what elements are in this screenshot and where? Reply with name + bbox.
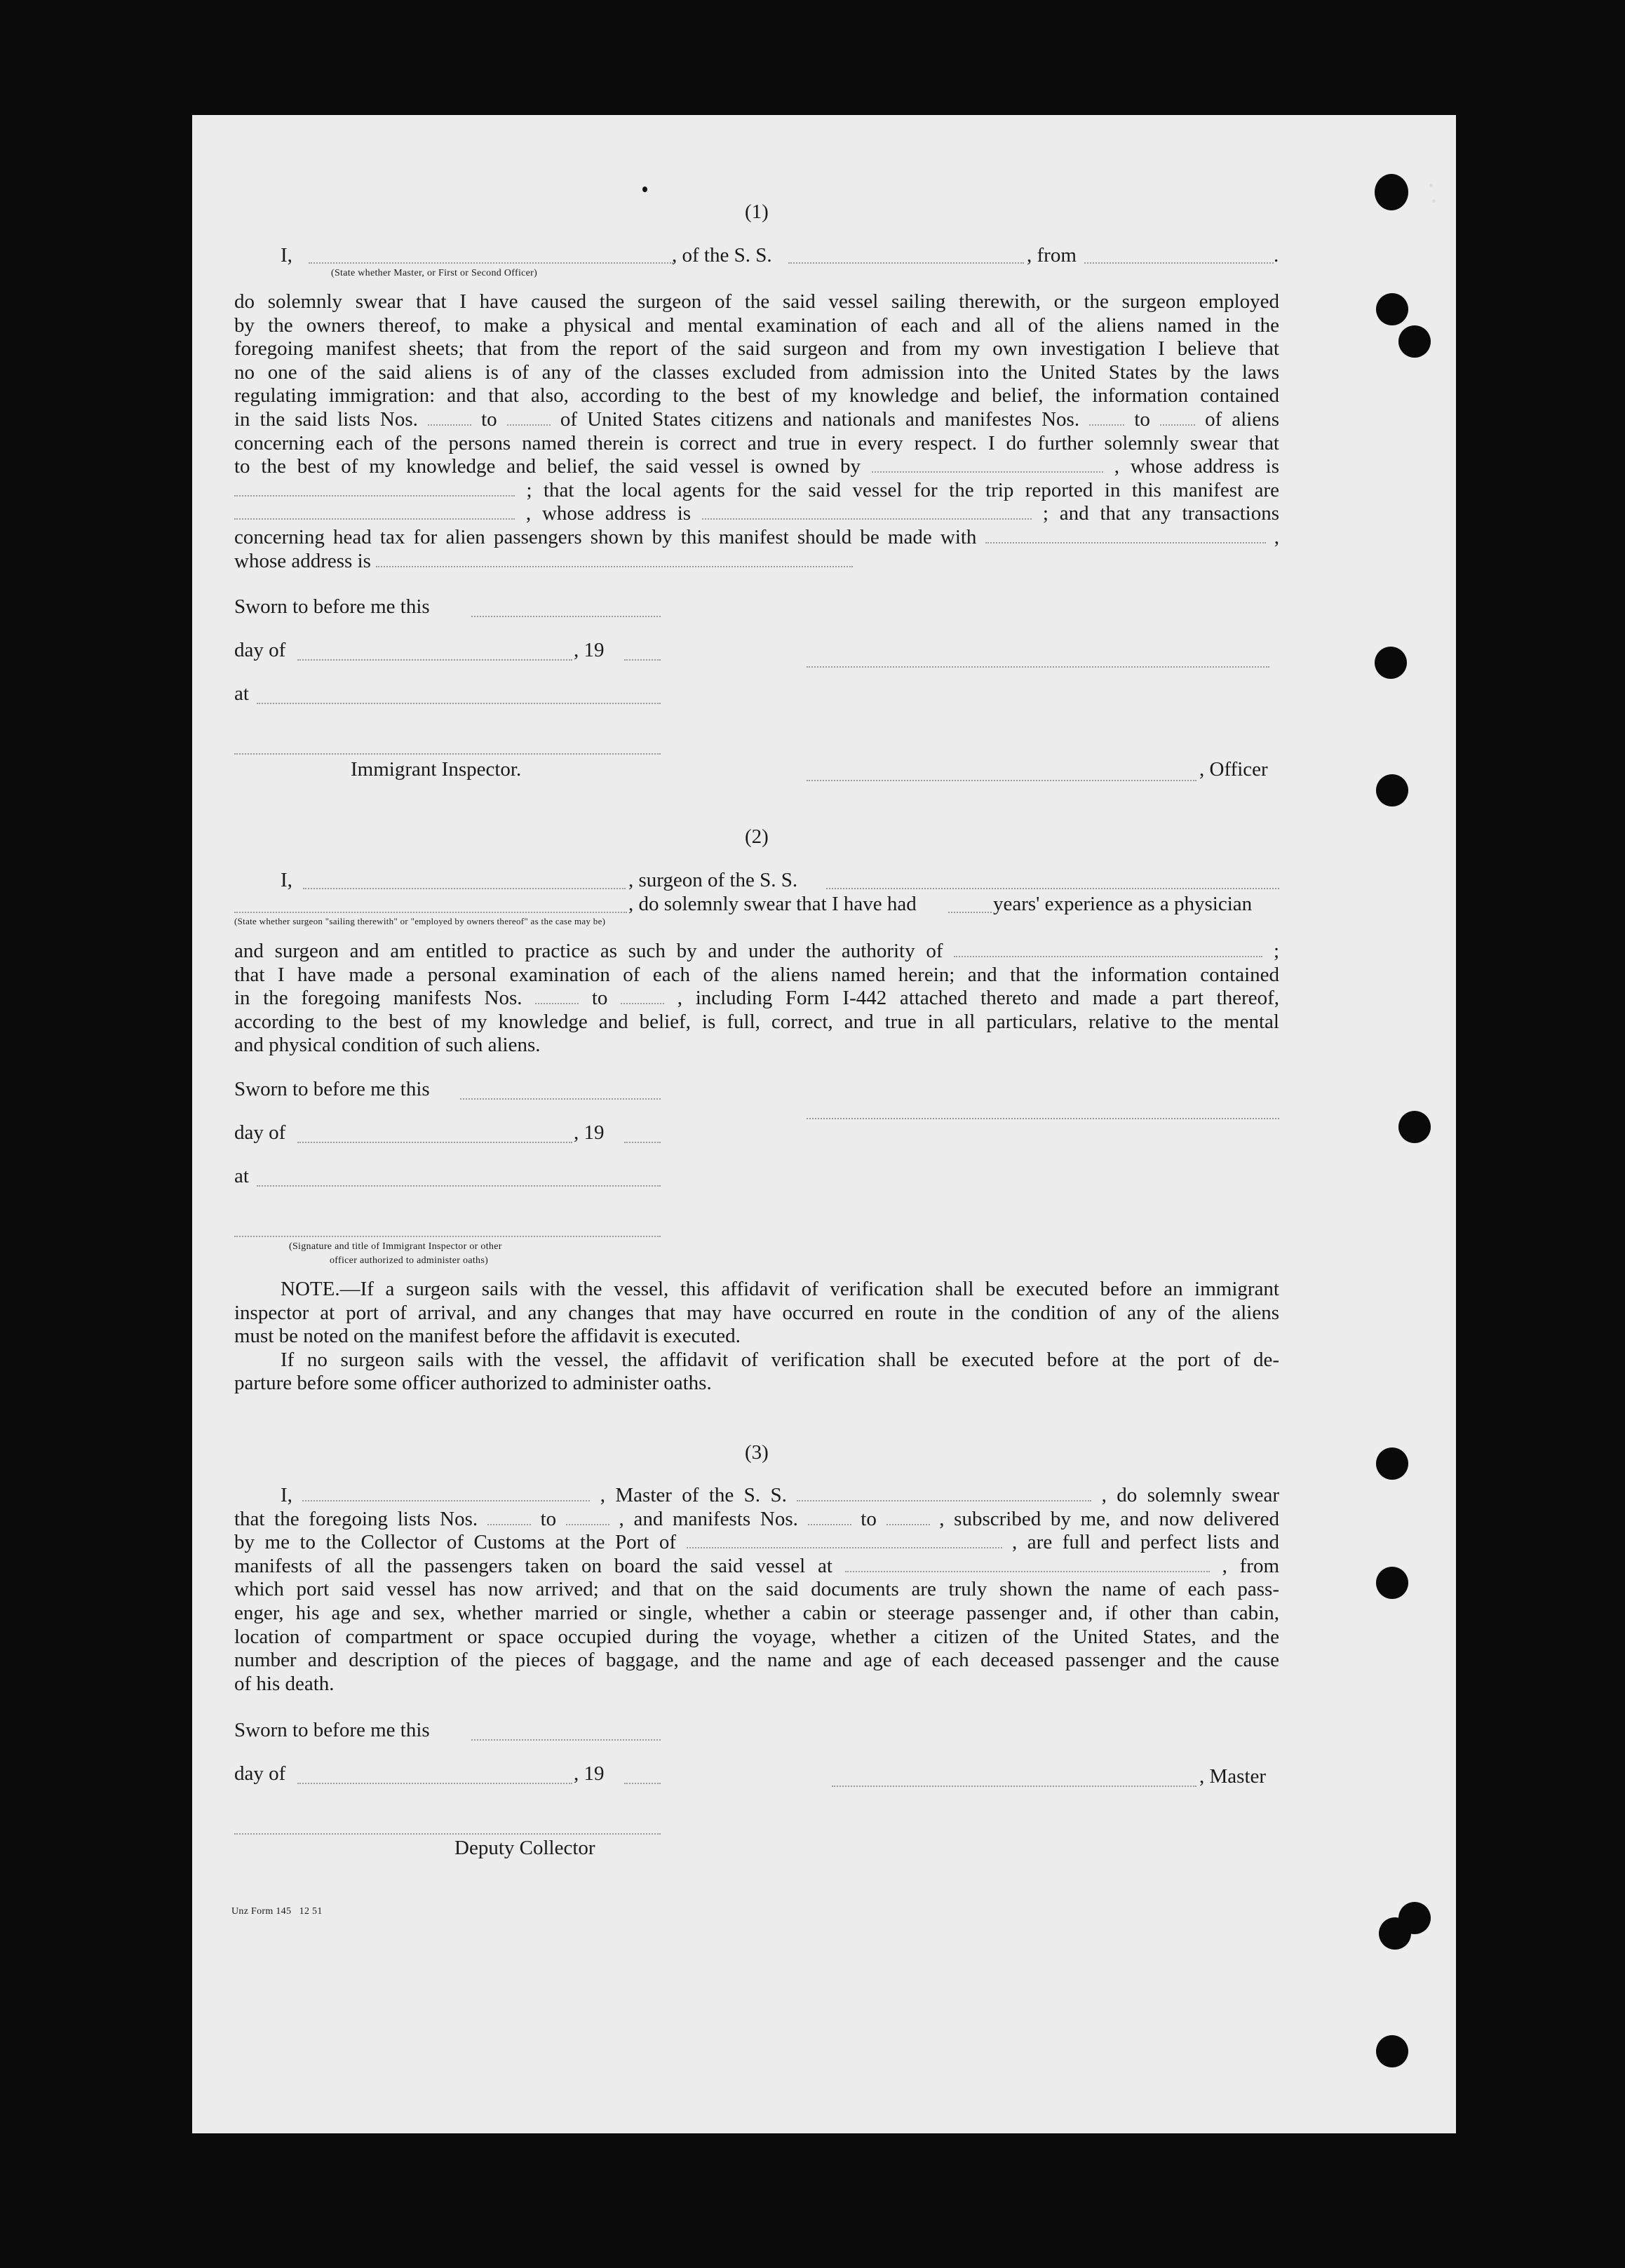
s2-note-line: must be noted on the manifest before the affidavit is executed. bbox=[234, 1325, 741, 1348]
binder-hole bbox=[1376, 293, 1408, 325]
s1-manifests-label: of United States citizens and nationals and manifestes Nos. bbox=[560, 407, 1080, 431]
s3-swear: , do solemnly swear bbox=[1101, 1484, 1280, 1506]
s1-inspector: Immigrant Inspector. bbox=[351, 758, 522, 781]
s2-i: I, bbox=[281, 869, 292, 891]
s1-body bbox=[234, 290, 1279, 573]
s3-subscribed: , subscribed by me, and now delivered bbox=[939, 1507, 1280, 1530]
s3-lists-line bbox=[234, 1508, 1279, 1532]
s2-at-blank bbox=[257, 1185, 661, 1187]
s3-body bbox=[234, 1484, 1279, 1696]
s3-manifests-label: , and manifests Nos. bbox=[619, 1507, 798, 1530]
form-number: Unz Form 145 12 51 bbox=[231, 1906, 323, 1917]
s2-sworn-blank bbox=[460, 1098, 661, 1100]
s1-agents-address-line bbox=[234, 502, 1279, 526]
s1-year-blank bbox=[624, 659, 661, 661]
s2-surgeon-of: , surgeon of the S. S. bbox=[628, 869, 798, 891]
s3-master: , Master bbox=[1199, 1765, 1267, 1788]
s3-taken-label: manifests of all the passengers taken on board the said vessel at bbox=[234, 1554, 832, 1577]
s2-ship-blank bbox=[826, 888, 1279, 889]
s1-blank bbox=[872, 459, 1103, 473]
s2-note2-line: If no surgeon sails with the vessel, the affidavit of verification shall be executed before at the port of de- bbox=[281, 1348, 1279, 1371]
s3-blank bbox=[566, 1511, 609, 1525]
s1-at: at bbox=[234, 682, 249, 705]
s3-dayof: day of bbox=[234, 1762, 286, 1785]
s3-deputy-sig bbox=[234, 1833, 661, 1835]
s3-blank bbox=[808, 1511, 851, 1525]
s2-name-blank bbox=[303, 888, 626, 889]
s3-day-blank bbox=[297, 1783, 572, 1784]
s1-dayof: day of bbox=[234, 639, 286, 661]
s2-manifests-line bbox=[234, 987, 1279, 1011]
s1-officer-sig-top bbox=[807, 666, 1269, 668]
s2-note-line: NOTE.—If a surgeon sails with the vessel, this affidavit of verification shall be executed before an immigrant bbox=[281, 1278, 1279, 1300]
s1-of-ss: , of the S. S. bbox=[672, 244, 772, 266]
s1-blank bbox=[376, 553, 853, 567]
s3-taken-line bbox=[234, 1555, 1279, 1579]
s3-body-line: number and description of the pieces of baggage, and the name and age of each deceased passenger and the cause bbox=[234, 1649, 1279, 1672]
s2-at: at bbox=[234, 1165, 249, 1187]
s2-blank bbox=[954, 943, 1262, 957]
s1-blank bbox=[234, 482, 515, 497]
s3-body-line: which port said vessel has now arrived; and that on the said documents are truly shown the name of each pass- bbox=[234, 1578, 1279, 1601]
s3-year: , 19 bbox=[574, 1762, 605, 1785]
s1-whose-address: whose address is bbox=[234, 549, 371, 572]
s2-body-line: and physical condition of such aliens. bbox=[234, 1034, 541, 1057]
s3-deputy: Deputy Collector bbox=[454, 1837, 595, 1859]
s2-form-text: , including Form I-442 attached thereto and made a part thereof, bbox=[677, 987, 1280, 1010]
s1-headtax-line bbox=[234, 526, 1279, 550]
s3-i: I, bbox=[281, 1484, 292, 1506]
s3-blank bbox=[886, 1511, 930, 1525]
binder-hole bbox=[1375, 174, 1408, 210]
s2-note bbox=[234, 1278, 1279, 1396]
s3-body-line: location of compartment or space occupied during the voyage, whether a citizen of the United States, and the bbox=[234, 1625, 1279, 1648]
s3-body-line: enger, his age and sex, whether married or single, whether a cabin or steerage passenger and, if other than cabin, bbox=[234, 1601, 1279, 1624]
s1-officer: , Officer bbox=[1199, 758, 1268, 781]
s1-blank bbox=[234, 506, 515, 520]
s1-i: I, bbox=[281, 244, 292, 266]
s1-blank bbox=[702, 506, 1032, 520]
s2-sig-caption-1: (Signature and title of Immigrant Inspector or other bbox=[289, 1241, 502, 1252]
binder-hole bbox=[1376, 2035, 1408, 2067]
s3-master-of: , Master of the S. S. bbox=[600, 1484, 787, 1506]
s1-to2: to bbox=[1134, 407, 1150, 431]
s2-body-line: that I have made a personal examination of each of the aliens named herein; and that the information contained bbox=[234, 963, 1279, 986]
s3-lists-label: that the foregoing lists Nos. bbox=[234, 1507, 478, 1530]
s2-swear: , do solemnly swear that I have had bbox=[628, 893, 917, 915]
s1-sworn-blank bbox=[471, 616, 661, 617]
s2-year: , 19 bbox=[574, 1121, 605, 1144]
s2-inspector-sig bbox=[234, 1236, 661, 1237]
section2-heading: (2) bbox=[745, 825, 769, 848]
s1-body-line: regulating immigration: and that also, according to the best of my knowledge and belief, the information contained bbox=[234, 384, 1279, 407]
s3-blank bbox=[302, 1487, 590, 1501]
s1-period: . bbox=[1274, 244, 1279, 266]
s1-lists-line bbox=[234, 408, 1279, 432]
s3-blank bbox=[845, 1558, 1210, 1572]
s3-blank bbox=[687, 1534, 1002, 1548]
s1-blank bbox=[985, 529, 1266, 544]
s1-blank bbox=[428, 412, 471, 426]
s2-blank bbox=[535, 990, 579, 1004]
s1-from: , from bbox=[1027, 244, 1077, 266]
s3-blank bbox=[487, 1511, 531, 1525]
s3-from: , from bbox=[1222, 1554, 1280, 1577]
s2-caption: (State whether surgeon "sailing therewith" or "employed by owners thereof" as the case may be) bbox=[234, 916, 606, 926]
s1-owner-label: to the best of my knowledge and belief, the said vessel is owned by bbox=[234, 455, 861, 478]
s1-body-line: do solemnly swear that I have caused the surgeon of the said vessel sailing therewith, or the surgeon employed bbox=[234, 290, 1279, 313]
s2-experience: years' experience as a physician bbox=[993, 893, 1253, 915]
s1-ship-blank bbox=[788, 262, 1024, 264]
s2-body bbox=[234, 940, 1279, 1058]
s1-day-blank bbox=[297, 659, 572, 661]
s1-headtax-text: concerning head tax for alien passengers shown by this manifest should be made with bbox=[234, 525, 977, 548]
s3-sworn-blank bbox=[471, 1739, 661, 1741]
s3-body-line: of his death. bbox=[234, 1672, 335, 1695]
s3-sworn: Sworn to before me this bbox=[234, 1719, 430, 1741]
s3-master-line bbox=[234, 1484, 1279, 1508]
s1-body-line: by the owners thereof, to make a physical and mental examination of each and all of the aliens named in the bbox=[234, 313, 1279, 337]
s2-note2-line: parture before some officer authorized to administer oaths. bbox=[234, 1372, 712, 1395]
speck bbox=[642, 187, 647, 192]
s2-blank bbox=[621, 990, 664, 1004]
s3-to2: to bbox=[861, 1507, 877, 1530]
s2-day-blank bbox=[297, 1142, 572, 1143]
binder-hole bbox=[1376, 774, 1408, 806]
s2-years-blank bbox=[948, 912, 992, 913]
s1-whose-line bbox=[234, 550, 1279, 574]
speck bbox=[1429, 184, 1433, 187]
s3-perfect-lists: , are full and perfect lists and bbox=[1012, 1531, 1279, 1554]
s1-inspector-sig bbox=[234, 753, 661, 755]
s2-sworn: Sworn to before me this bbox=[234, 1078, 430, 1100]
speck bbox=[1432, 199, 1436, 203]
binder-hole bbox=[1375, 647, 1407, 679]
s2-note-line: inspector at port of arrival, and any changes that may have occurred en route in the condition of any of the aliens bbox=[234, 1301, 1279, 1324]
s3-year-blank bbox=[624, 1783, 661, 1784]
s1-blank bbox=[507, 412, 551, 426]
section3-heading: (3) bbox=[745, 1441, 769, 1464]
s1-agents-text: ; that the local agents for the said vessel for the trip reported in this manifest are bbox=[526, 478, 1279, 501]
s2-manifests-label: in the foregoing manifests Nos. bbox=[234, 987, 522, 1010]
s3-port-label: by me to the Collector of Customs at the Port of bbox=[234, 1531, 676, 1554]
binder-hole bbox=[1376, 1567, 1408, 1599]
s2-dayof: day of bbox=[234, 1121, 286, 1144]
s1-to: to bbox=[481, 407, 497, 431]
s1-lists-label: in the said lists Nos. bbox=[234, 407, 418, 431]
s2-authority-text: and surgeon and am entitled to practice as such by and under the authority of bbox=[234, 940, 943, 962]
s2-to: to bbox=[591, 987, 608, 1010]
binder-hole bbox=[1398, 325, 1431, 358]
s3-blank bbox=[797, 1487, 1091, 1501]
s2-status-blank bbox=[234, 912, 627, 913]
s1-at-blank bbox=[257, 703, 661, 704]
s1-name-blank bbox=[309, 262, 673, 264]
binder-hole bbox=[1379, 1917, 1411, 1950]
s1-transactions: ; and that any transactions bbox=[1042, 502, 1280, 525]
binder-hole bbox=[1376, 1447, 1408, 1480]
section1-heading: (1) bbox=[745, 201, 769, 223]
s1-comma: , bbox=[1274, 525, 1280, 548]
s3-port-line bbox=[234, 1531, 1279, 1555]
s1-of-aliens: of aliens bbox=[1205, 407, 1280, 431]
s2-semicolon: ; bbox=[1273, 940, 1280, 962]
s1-body-line: foregoing manifest sheets; that from the report of the said surgeon and from my own investigation I believe that bbox=[234, 337, 1279, 360]
s1-from-blank bbox=[1084, 262, 1274, 264]
s1-officer-blank bbox=[807, 780, 1196, 781]
s3-to: to bbox=[540, 1507, 557, 1530]
s1-agents-line bbox=[234, 479, 1279, 503]
s1-owner-address: , whose address is bbox=[1114, 455, 1280, 478]
s2-body-line: according to the best of my knowledge and belief, is full, correct, and true in all particulars, relative to the mental bbox=[234, 1010, 1279, 1033]
s2-sig-blank bbox=[807, 1118, 1279, 1119]
s1-sworn: Sworn to before me this bbox=[234, 595, 430, 618]
s1-body-line: concerning each of the persons named therein is correct and true in every respect. I do further solemnly swear that bbox=[234, 431, 1279, 454]
s2-sig-caption-2: officer authorized to administer oaths) bbox=[330, 1255, 489, 1266]
s1-blank bbox=[1160, 412, 1195, 426]
s3-master-blank bbox=[832, 1786, 1196, 1787]
s1-agents-address: , whose address is bbox=[525, 502, 692, 525]
s2-year-blank bbox=[624, 1142, 661, 1143]
s2-authority-line bbox=[234, 940, 1279, 964]
s1-owner-line bbox=[234, 455, 1279, 479]
s1-body-line: no one of the said aliens is of any of the classes excluded from admission into the United States by the laws bbox=[234, 360, 1279, 384]
s1-year: , 19 bbox=[574, 639, 605, 661]
s1-blank bbox=[1089, 412, 1124, 426]
binder-hole bbox=[1398, 1111, 1431, 1143]
s1-caption: (State whether Master, or First or Second Officer) bbox=[331, 268, 538, 278]
